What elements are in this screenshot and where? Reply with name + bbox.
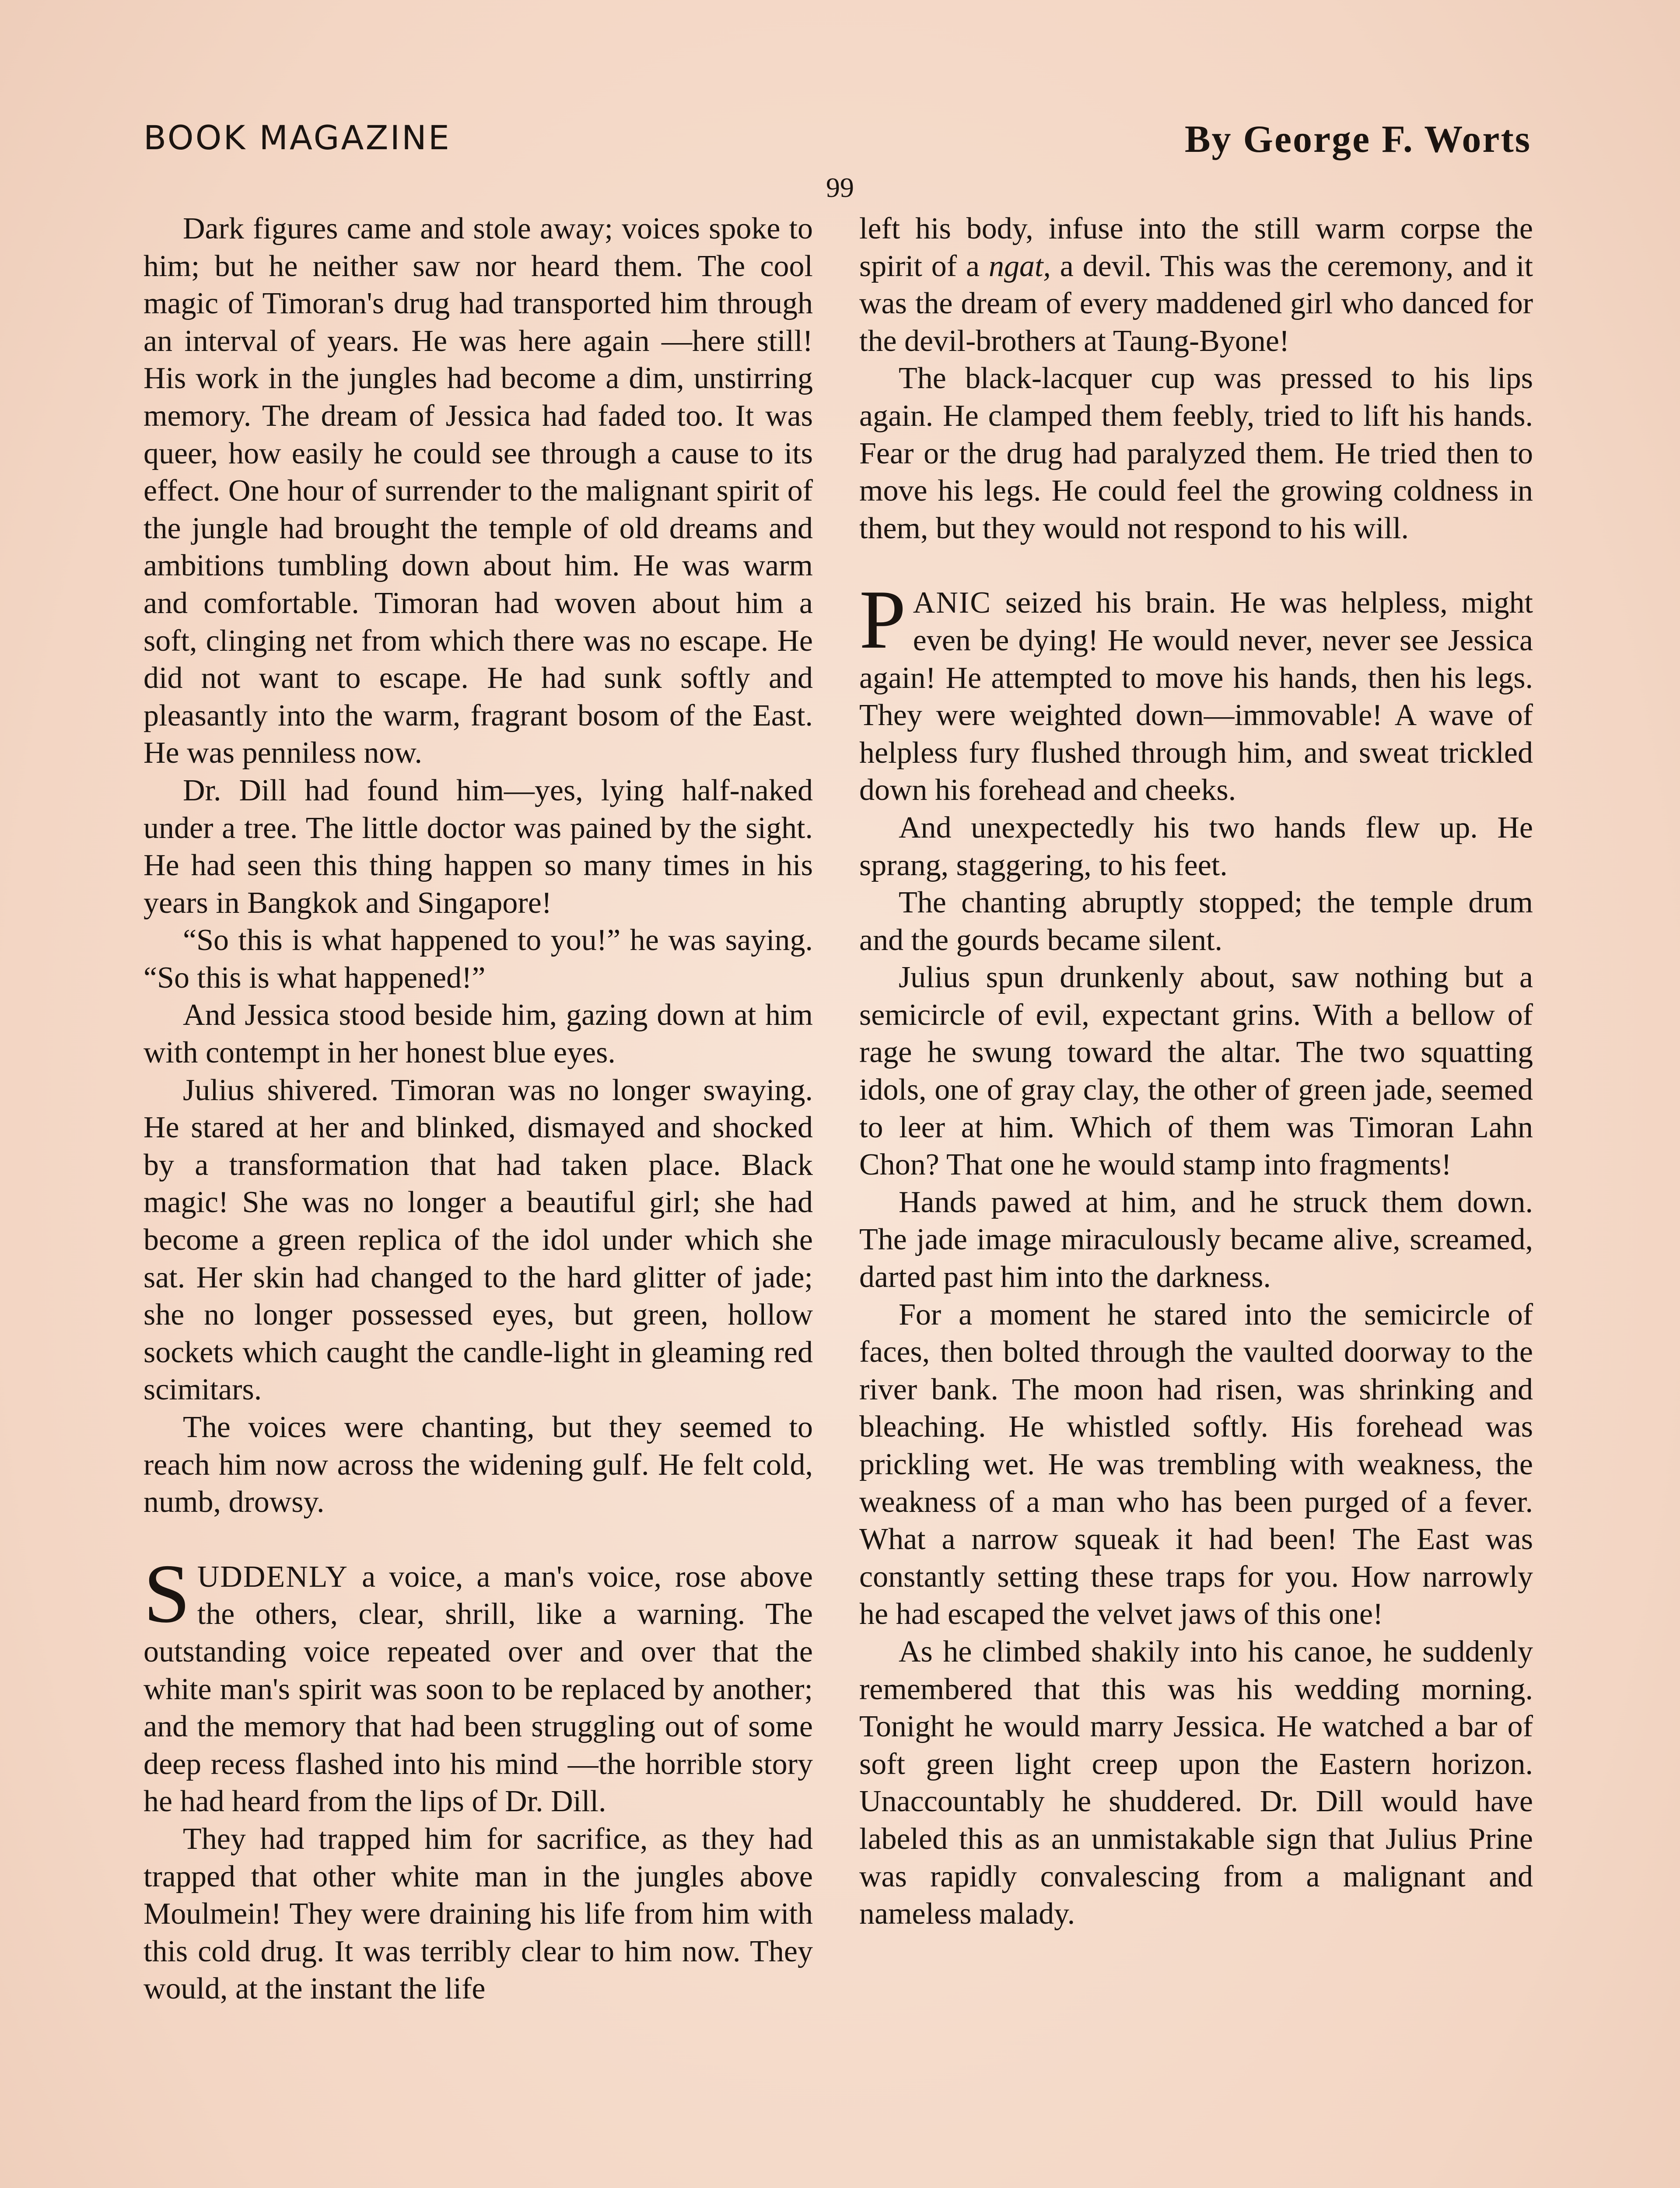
- paragraph: And Jessica stood beside him, gazing down at him with contempt in her honest blue eyes.: [144, 998, 813, 1070]
- lead-caps: ANIC: [913, 586, 991, 620]
- paragraph: For a moment he stared into the semicircle of faces, then bolted through the vaulted doorway to the river bank. The moon had risen, was shrinking and bleaching. He whistled softly. His forehead was prickling wet. He was trembling with weakness, the weakness of a man who has been purged of a fever. What a narrow squeak it had been! The East was constantly setting these traps for you. How narrowly he had escaped the velvet jaws of this one!: [859, 1297, 1533, 1631]
- emphasis: ngat,: [988, 249, 1051, 283]
- paragraph: The chanting abruptly stopped; the temple drum and the gourds became silent.: [859, 886, 1533, 957]
- left-column: [144, 210, 813, 2008]
- paragraph: The voices were chanting, but they seemed to reach him now across the widening gulf. He felt cold, numb, drowsy.: [144, 1410, 813, 1519]
- section-paragraph: [859, 573, 1533, 809]
- paragraph: As he climbed shakily into his canoe, he suddenly remembered that this was his wedding morning. Tonight he would marry Jessica. He watched a bar of soft green light creep upon the Eastern horizon. Unaccountably he shuddered. Dr. Dill would have labeled this as an unmistakable sign that Julius Prine was rapidly convalescing from a malignant and nameless malady.: [859, 1634, 1533, 1931]
- paragraph: And unexpectedly his two hands flew up. He sprang, staggering, to his feet.: [859, 810, 1533, 882]
- paragraph-text: left his body, infuse into the still warm corpse the spirit of a: [859, 212, 1533, 283]
- section-paragraph: [144, 1546, 813, 1820]
- paragraph: “So this is what happened to you!” he was saying. “So this is what happened!”: [144, 923, 813, 995]
- paragraph: Hands pawed at him, and he struck them down. The jade image miraculously became alive, screamed, darted past him into the darkness.: [859, 1185, 1533, 1294]
- drop-cap: P: [859, 573, 906, 666]
- page-number: 99: [826, 172, 854, 203]
- paragraph-text: a devil. This was the ceremony, and it was the dream of every maddened girl who danced for the devil-brothers at Taung-Byone!: [859, 249, 1533, 358]
- paragraph: They had trapped him for sacrifice, as they had trapped that other white man in the jungles above Moulmein! They were draining his life from him with this cold drug. It was terribly clear to him now. They would, at the instant the life: [144, 1822, 813, 2006]
- paragraph: [859, 210, 1533, 360]
- lead-caps: UDDENLY: [197, 1560, 349, 1594]
- paragraph: Julius spun drunkenly about, saw nothing but a semicircle of evil, expectant grins. With a bellow of rage he swung toward the altar. The two squatting idols, one of gray clay, the other of green jade, seemed to leer at him. Which of them was Timoran Lahn Chon? That one he would stamp into fragments!: [859, 961, 1533, 1182]
- paragraph: The black-lacquer cup was pressed to his lips again. He clamped them feebly, tried to lift his hands. Fear or the drug had paralyzed them. He tried then to move his legs. He could feel the growing coldness in them, but they would not respond to his will.: [859, 361, 1533, 545]
- paragraph: Dark figures came and stole away; voices spoke to him; but he neither saw nor heard them. The cool magic of Timoran's drug had transported him through an interval of years. He was here again —here still! His work in the jungles had become a dim, unstirring memory. The dream of Jessica had faded too. It was queer, how easily he could see through a cause to its effect. One hour of surrender to the malignant spirit of the jungle had brought the temple of old dreams and ambitions tumbling down about him. He was warm and comfortable. Timoran had woven about him a soft, clinging net from which there was no escape. He did not want to escape. He had sunk softly and pleasantly into the warm, fragrant bosom of the East. He was penniless now.: [144, 212, 813, 770]
- paragraph-text: a voice, a man's voice, rose above the others, clear, shrill, like a warning. The outstanding voice repeated over and over that the white man's spirit was soon to be replaced by another; and the memory that had been struggling out of some deep recess flashed into his mind —the horrible story he had heard from the lips of Dr. Dill.: [144, 1560, 813, 1819]
- publication-title: BOOK MAGAZINE: [144, 118, 451, 157]
- drop-cap: S: [144, 1546, 190, 1640]
- paragraph: Julius shivered. Timoran was no longer swaying. He stared at her and blinked, dismayed and shocked by a transformation that had taken place. Black magic! She was no longer a beautiful girl; she had become a green replica of the idol under which she sat. Her skin had changed to the hard glitter of jade; she no longer possessed eyes, but green, hollow sockets which caught the candle-light in gleaming red scimitars.: [144, 1073, 813, 1407]
- paragraph: Dr. Dill had found him—yes, lying half-naked under a tree. The little doctor was pained by the sight. He had seen this thing happen so many times in his years in Bangkok and Singapore!: [144, 773, 813, 920]
- byline: By George F. Worts: [1184, 118, 1531, 161]
- right-column: [859, 210, 1533, 1933]
- paragraph-text: seized his brain. He was helpless, might even be dying! He would never, never see Jessica again! He attempted to move his hands, then his legs. They were weighted down—immovable! A wave of helpless fury flushed through him, and sweat trickled down his forehead and cheeks.: [859, 586, 1533, 807]
